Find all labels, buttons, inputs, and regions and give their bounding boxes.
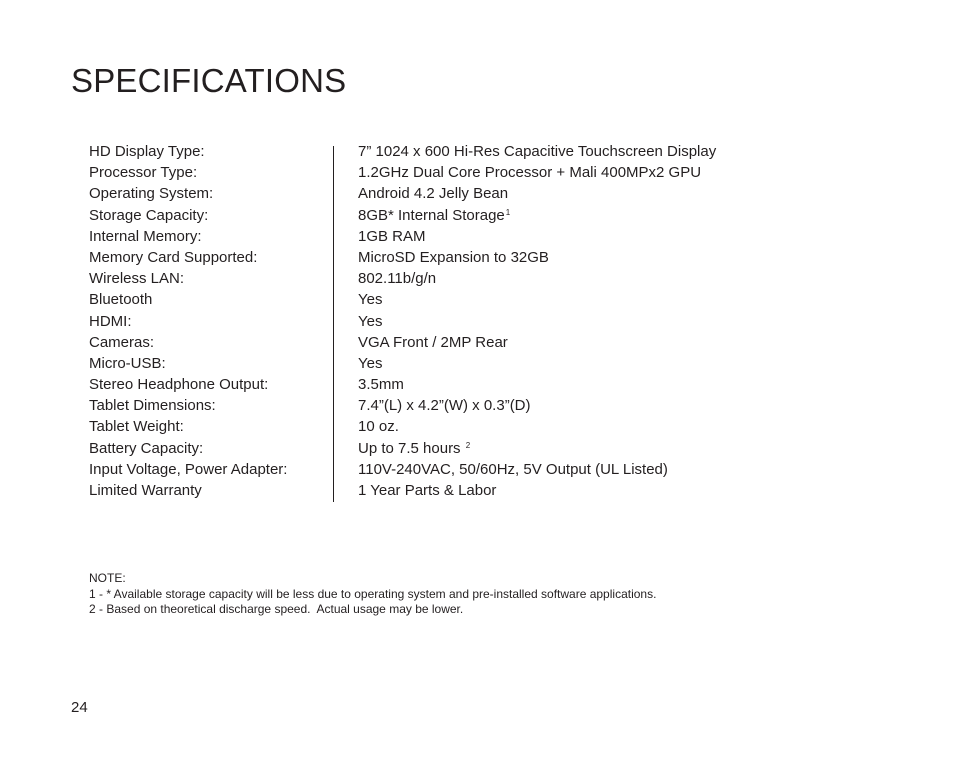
spec-row — [89, 480, 809, 501]
spec-value — [333, 268, 436, 289]
page-title: SPECIFICATIONS — [71, 62, 347, 99]
spec-value — [333, 183, 508, 204]
spec-row — [89, 311, 809, 332]
spec-label: Operating System: — [89, 185, 214, 203]
spec-value — [333, 438, 470, 459]
spec-row — [89, 162, 809, 183]
spec-label: Cameras: — [89, 333, 155, 351]
spec-value-text: 8GB* Internal Storage — [358, 206, 505, 224]
spec-value — [333, 226, 426, 247]
spec-row — [89, 226, 809, 247]
spec-value-text: 802.11b/g/n — [358, 270, 437, 288]
spec-label: Micro-USB: — [89, 354, 166, 372]
spec-row — [89, 332, 809, 353]
spec-row — [89, 416, 809, 437]
spec-row — [89, 183, 809, 204]
spec-value — [333, 353, 382, 374]
spec-label: Memory Card Supported: — [89, 248, 258, 266]
note-item: 2 - Based on theoretical discharge speed. Actual usage may be lower. — [89, 602, 464, 616]
spec-value-text: VGA Front / 2MP Rear — [358, 333, 508, 351]
spec-value — [333, 141, 716, 162]
spec-value-text: 110V-240VAC, 50/60Hz, 5V Output (UL Listed) — [358, 460, 668, 478]
spec-value-text: Up to 7.5 hours — [358, 439, 465, 457]
page-number: 24 — [71, 699, 88, 716]
spec-label: Stereo Headphone Output: — [89, 376, 269, 394]
footnote-marker: 1 — [505, 207, 511, 217]
spec-value — [333, 459, 668, 480]
spec-value-text: Yes — [358, 291, 383, 309]
spec-value-text: 10 oz. — [358, 418, 399, 436]
spec-value-text: 7” 1024 x 600 Hi-Res Capacitive Touchscreen Display — [358, 143, 717, 160]
spec-value — [333, 247, 549, 268]
spec-row — [89, 141, 809, 162]
spec-row — [89, 353, 809, 374]
spec-value-text: Yes — [358, 312, 383, 330]
spec-value — [333, 162, 701, 183]
spec-value — [333, 374, 404, 395]
spec-value-text: 1GB RAM — [358, 227, 426, 245]
spec-value-text: 3.5mm — [358, 376, 404, 394]
spec-row — [89, 374, 809, 395]
spec-label: HDMI: — [89, 312, 132, 330]
spec-value — [333, 311, 382, 332]
spec-label: Bluetooth — [89, 291, 153, 309]
spec-value-text: MicroSD Expansion to 32GB — [358, 248, 549, 266]
spec-label: Tablet Weight: — [89, 418, 184, 436]
spec-row — [89, 459, 809, 480]
spec-label: Battery Capacity: — [89, 439, 204, 457]
spec-label: Limited Warranty — [89, 482, 202, 499]
specifications-table — [89, 141, 809, 501]
spec-label: HD Display Type: — [89, 143, 205, 160]
spec-value-text: 1.2GHz Dual Core Processor + Mali 400MPx2 GPU — [358, 164, 702, 182]
spec-row — [89, 268, 809, 289]
spec-value — [333, 395, 531, 416]
spec-value — [333, 205, 510, 226]
spec-value — [333, 416, 399, 437]
spec-value — [333, 480, 496, 501]
spec-label: Tablet Dimensions: — [89, 397, 216, 415]
note-item: 1 - * Available storage capacity will be less due to operating system and pre-installed software applications. — [89, 586, 657, 601]
spec-label: Processor Type: — [89, 164, 198, 182]
spec-row — [89, 289, 809, 310]
spec-row — [89, 247, 809, 268]
spec-label: Storage Capacity: — [89, 206, 209, 224]
spec-value — [333, 289, 382, 310]
spec-row — [89, 438, 809, 459]
spec-value-text: Android 4.2 Jelly Bean — [358, 185, 509, 203]
notes-heading: NOTE: — [89, 571, 126, 585]
spec-label: Internal Memory: — [89, 227, 202, 245]
spec-value — [333, 332, 508, 353]
spec-label: Wireless LAN: — [89, 270, 185, 288]
notes-section — [89, 571, 656, 618]
spec-value-text: 7.4”(L) x 4.2”(W) x 0.3”(D) — [358, 397, 531, 415]
spec-row — [89, 205, 809, 226]
footnote-marker: 2 — [465, 440, 471, 450]
spec-value-text: 1 Year Parts & Labor — [358, 482, 497, 499]
spec-value-text: Yes — [358, 354, 383, 372]
spec-row — [89, 395, 809, 416]
spec-label: Input Voltage, Power Adapter: — [89, 460, 288, 478]
